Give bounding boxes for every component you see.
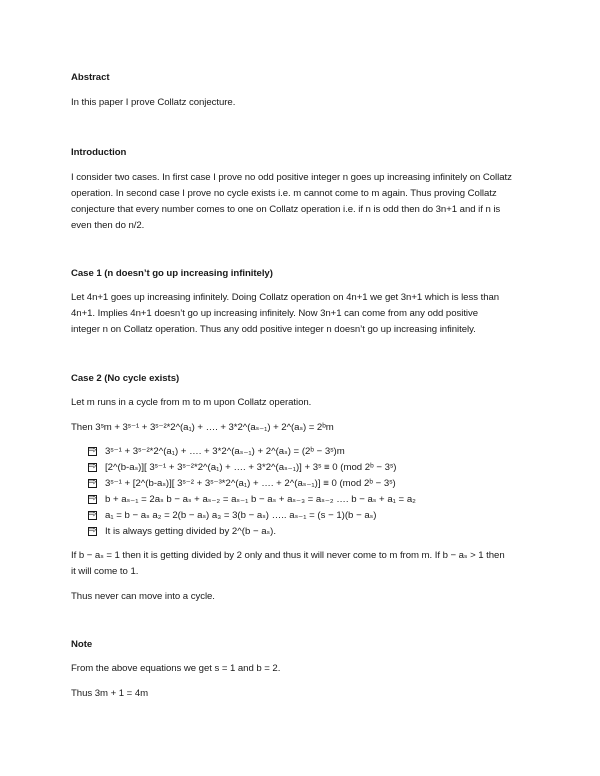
abstract-heading: Abstract — [71, 72, 110, 83]
introduction-line: operation. In second case I prove no cycle exists i.e. m cannot come to m again. Thus proving Collatz — [71, 188, 497, 199]
case2-bullet: [2^(b-aₛ)][ 3ˢ⁻¹ + 3ˢ⁻²*2^(a₁) + …. + 3*2^(aₛ₋₁)] + 3ˢ ≡ 0 (mod 2ᵇ − 3ˢ) — [105, 462, 397, 473]
introduction-line: conjecture that every number comes to one on Collatz operation i.e. if n is odd then do 3n+1 and if n is — [71, 204, 501, 215]
introduction-line: even then do n/2. — [71, 220, 145, 231]
note-line: From the above equations we get s = 1 and b = 2. — [71, 663, 281, 674]
case2-bullet: 3ˢ⁻¹ + [2^(b-aₛ)][ 3ˢ⁻² + 3ˢ⁻³*2^(a₁) + …. + 2^(aₛ₋₁)] ≡ 0 (mod 2ᵇ − 3ˢ) — [105, 478, 396, 489]
arrow-bullet-icon — [88, 511, 97, 520]
case2-bullet: a₁ = b − aₛ a₂ = 2(b − aₛ) a₃ = 3(b − aₛ) ….. aₛ₋₁ = (s − 1)(b − aₛ) — [105, 510, 377, 521]
arrow-bullet-icon — [88, 447, 97, 456]
case1-heading: Case 1 (n doesn’t go up increasing infinitely) — [71, 268, 273, 279]
case2-equation: Then 3ˢm + 3ˢ⁻¹ + 3ˢ⁻²*2^(a₁) + …. + 3*2^(aₛ₋₁) + 2^(aₛ) = 2ᵇm — [71, 422, 334, 433]
arrow-bullet-icon — [88, 479, 97, 488]
case2-intro: Let m runs in a cycle from m to m upon Collatz operation. — [71, 397, 312, 408]
case2-bullet: It is always getting divided by 2^(b − aₛ). — [105, 526, 276, 537]
case2-conclusion: Thus never can move into a cycle. — [71, 591, 215, 602]
arrow-bullet-icon — [88, 527, 97, 536]
case2-after-line: it will come to 1. — [71, 566, 139, 577]
case1-line: integer n on Collatz operation. Thus any odd positive integer n doesn’t go up increasing infinitely. — [71, 324, 476, 335]
arrow-bullet-icon — [88, 463, 97, 472]
case2-heading: Case 2 (No cycle exists) — [71, 373, 180, 384]
introduction-heading: Introduction — [71, 147, 127, 158]
case1-line: Let 4n+1 goes up increasing infinitely. Doing Collatz operation on 4n+1 we get 3n+1 which is less than — [71, 292, 500, 303]
note-line: Thus 3m + 1 = 4m — [71, 688, 149, 699]
case1-line: 4n+1. Implies 4n+1 doesn’t go up increasing infinitely. Now 3n+1 can come from any odd positive — [71, 308, 479, 319]
introduction-line: I consider two cases. In first case I prove no odd positive integer n goes up increasing infinitely on Collatz — [71, 172, 512, 183]
case2-bullet: b + aₛ₋₁ = 2aₛ b − aₛ + aₛ₋₂ = aₛ₋₁ b − aₛ + aₛ₋₃ = aₛ₋₂ …. b − aₛ + a₁ = a₂ — [105, 494, 416, 505]
abstract-body: In this paper I prove Collatz conjecture. — [71, 97, 236, 108]
case2-after-line: If b − aₛ = 1 then it is getting divided by 2 only and thus it will never come to m from m. If b − aₛ > 1 then — [71, 550, 505, 561]
case2-bullet: 3ˢ⁻¹ + 3ˢ⁻²*2^(a₁) + …. + 3*2^(aₛ₋₁) + 2^(aₛ) = (2ᵇ − 3ˢ)m — [105, 446, 345, 457]
note-heading: Note — [71, 639, 93, 650]
arrow-bullet-icon — [88, 495, 97, 504]
